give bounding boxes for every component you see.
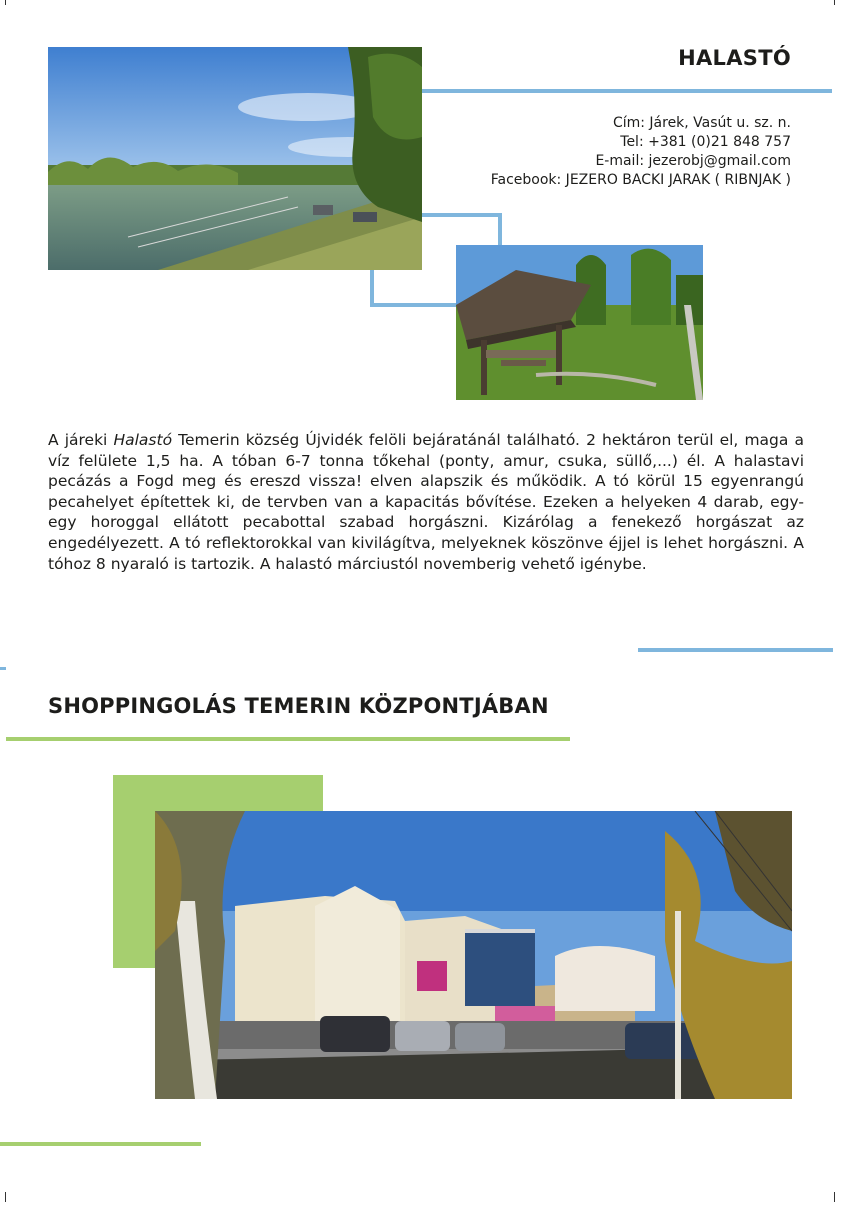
contact-tel: Tel: +381 (0)21 848 757: [620, 134, 791, 150]
blue-connector-v-left: [370, 270, 374, 307]
blue-connector-h-top: [422, 213, 502, 217]
blue-edge-mark: [0, 667, 6, 670]
description-paragraph: [48, 430, 804, 574]
green-line-bottom: [0, 1142, 201, 1146]
lake-photo: [48, 47, 422, 270]
gazebo-photo: [456, 245, 703, 400]
crop-mark-top-right: [834, 0, 835, 5]
contact-block: [491, 114, 791, 190]
blue-connector-h-bottom: [370, 303, 456, 307]
shopping-street-photo: [155, 811, 792, 1099]
para-part2: Temerin község Újvidék felöli bejáratánál található. 2 hektáron terül el, maga a víz felülete 1,5 ha. A tóban 6-7 tonna tőkehal (ponty, amur, csuka, süllő,...) él. A halastavi pecázás a Fogd meg és ereszd vissza! elven alapszik és működik. A tó körül 15 egyenrangú pecahelyet építettek ki, de tervben van a kapacitás bővítése. Ezeken a helyeken 4 darab, egy-egy horoggal ellátott pecabottal szabad horgászni. Kizárólag a fenekező horgászat az engedélyezett. A tó reflektorokkal van kivilágítva, melyeknek köszönve éjjel is lehet horgászni. A tóhoz 8 nyaraló is tartozik. A halastó márciustól novemberig vehető igénybe.: [48, 431, 804, 573]
contact-email[interactable]: E-mail: jezerobj@gmail.com: [595, 153, 791, 169]
blue-connector-v-right: [498, 213, 502, 245]
contact-facebook[interactable]: Facebook: JEZERO BACKI JARAK ( RIBNJAK ): [490, 172, 791, 188]
page-title: HALASTÓ: [678, 46, 791, 70]
para-italic-name: Halastó: [113, 431, 173, 449]
green-line-heading: [6, 737, 570, 741]
blue-line-after-text: [638, 648, 833, 652]
section-heading-shopping: SHOPPINGOLÁS TEMERIN KÖZPONTJÁBAN: [48, 694, 549, 718]
para-part1: A járeki: [48, 431, 114, 449]
contact-address: Cím: Járek, Vasút u. sz. n.: [612, 115, 791, 131]
crop-mark-top-left: [5, 0, 6, 5]
crop-mark-bottom-left: [5, 1192, 6, 1202]
crop-mark-bottom-right: [834, 1192, 835, 1202]
